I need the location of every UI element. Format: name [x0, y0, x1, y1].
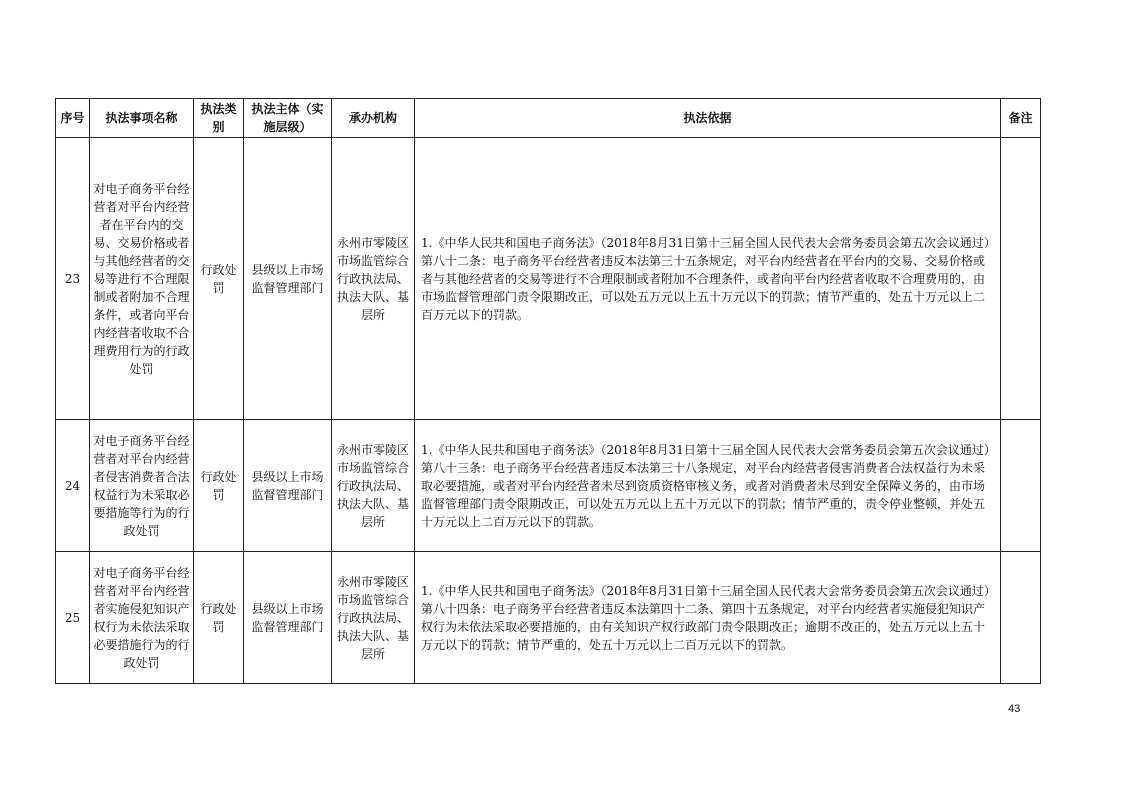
- cell-basis: [415, 420, 1001, 552]
- basis-article: 第八十三条：电子商务平台经营者违反本法第三十八条规定，对平台内经营者侵害消费者合法权益行为未采取必要措施，或者对平台内经营者未尽到资质资格审核义务，或者对消费者未尽到安全保障义务的，由市场监督管理部门责令限期改正，可以处五万元以上五十万元以下的罚款；情节严重的，责令停业整顿，并处五十万元以上二百万元以下的罚款。: [421, 460, 986, 529]
- table-row: [56, 552, 1041, 684]
- cell-name: 对电子商务平台经营者对平台内经营者在平台内的交易、交易价格或者与其他经营者的交易等进行不合理限制或者附加不合理条件，或者向平台内经营者收取不合理费用行为的行政处罚: [90, 138, 194, 420]
- cell-agency: 永州市零陵区市场监管综合行政执法局、执法大队、基层所: [332, 138, 415, 420]
- cell-seq: 23: [56, 138, 90, 420]
- cell-remarks: [1001, 138, 1041, 420]
- cell-basis: [415, 138, 1001, 420]
- basis-source: 1.《中华人民共和国电子商务法》（2018年8月31日第十三届全国人民代表大会常务委员会第五次会议通过）: [421, 583, 996, 598]
- header-agency: 承办机构: [332, 99, 415, 138]
- cell-category: 行政处罚: [194, 552, 244, 684]
- basis-source: 1.《中华人民共和国电子商务法》（2018年8月31日第十三届全国人民代表大会常务委员会第五次会议通过）: [421, 442, 996, 457]
- cell-name: 对电子商务平台经营者对平台内经营者实施侵犯知识产权行为未依法采取必要措施行为的行政处罚: [90, 552, 194, 684]
- enforcement-table: [55, 98, 1041, 684]
- basis-article: 第八十四条：电子商务平台经营者违反本法第四十二条、第四十五条规定，对平台内经营者实施侵犯知识产权行为未依法采取必要措施的，由有关知识产权行政部门责令限期改正；逾期不改正的，处五万元以上五十万元以下的罚款；情节严重的，处五十万元以上二百万元以下的罚款。: [421, 601, 986, 652]
- basis-source: 1.《中华人民共和国电子商务法》（2018年8月31日第十三届全国人民代表大会常务委员会第五次会议通过）: [421, 235, 996, 250]
- cell-agency: 永州市零陵区市场监管综合行政执法局、执法大队、基层所: [332, 420, 415, 552]
- cell-seq: 24: [56, 420, 90, 552]
- cell-agency: 永州市零陵区市场监管综合行政执法局、执法大队、基层所: [332, 552, 415, 684]
- basis-article: 第八十二条：电子商务平台经营者违反本法第三十五条规定，对平台内经营者在平台内的交易、交易价格或者与其他经营者的交易等进行不合理限制或者附加不合理条件，或者向平台内经营者收取不合理费用的，由市场监督管理部门责令限期改正，可以处五万元以上五十万元以下的罚款；情节严重的，处五十万元以上二百万元以下的罚款。: [421, 253, 986, 322]
- cell-remarks: [1001, 552, 1041, 684]
- cell-subject: 县级以上市场监督管理部门: [244, 420, 332, 552]
- table-header-row: [56, 99, 1041, 138]
- header-basis: 执法依据: [415, 99, 1001, 138]
- cell-name: 对电子商务平台经营者对平台内经营者侵害消费者合法权益行为未采取必要措施等行为的行政处罚: [90, 420, 194, 552]
- page-number: 43: [1008, 703, 1021, 715]
- cell-subject: 县级以上市场监督管理部门: [244, 552, 332, 684]
- cell-seq: 25: [56, 552, 90, 684]
- cell-subject: 县级以上市场监督管理部门: [244, 138, 332, 420]
- cell-category: 行政处罚: [194, 420, 244, 552]
- cell-category: 行政处罚: [194, 138, 244, 420]
- cell-basis: [415, 552, 1001, 684]
- header-name: 执法事项名称: [90, 99, 194, 138]
- header-subject: 执法主体（实施层级）: [244, 99, 332, 138]
- header-seq: 序号: [56, 99, 90, 138]
- header-remarks: 备注: [1001, 99, 1041, 138]
- cell-remarks: [1001, 420, 1041, 552]
- table-row: [56, 138, 1041, 420]
- header-category: 执法类别: [194, 99, 244, 138]
- table-row: [56, 420, 1041, 552]
